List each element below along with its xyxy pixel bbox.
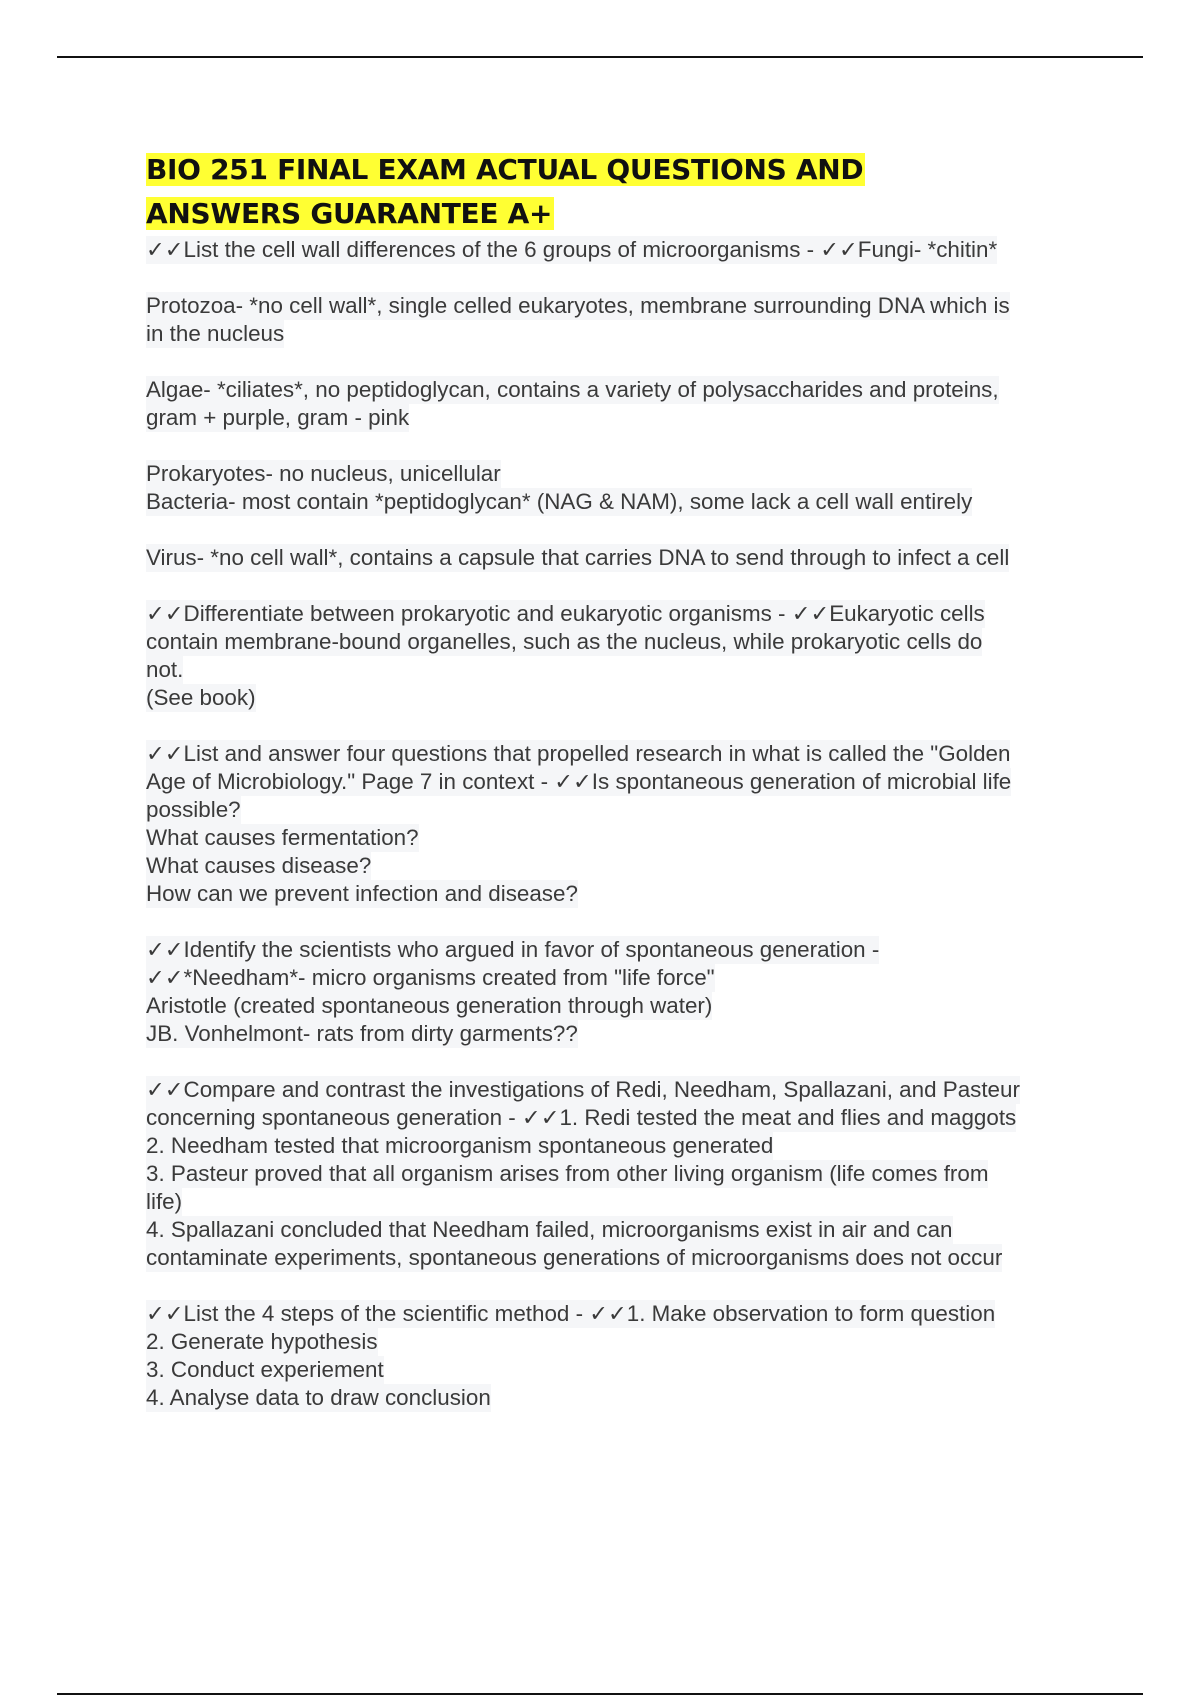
qa-paragraph <box>146 376 1096 432</box>
qa-paragraph <box>146 236 1096 264</box>
text-line: 3. Conduct experiement <box>146 1357 384 1382</box>
text-line: Bacteria- most contain *peptidoglycan* (NAG & NAM), some lack a cell wall entirely <box>146 489 973 514</box>
text-line: Algae- *ciliates*, no peptidoglycan, contains a variety of polysaccharides and proteins, <box>146 377 999 402</box>
qa-paragraph <box>146 1300 1096 1412</box>
text-line: 3. Pasteur proved that all organism arises from other living organism (life comes from <box>146 1161 989 1186</box>
text-line: ✓✓Identify the scientists who argued in favor of spontaneous generation - <box>146 937 880 962</box>
text-line: Age of Microbiology." Page 7 in context - ✓✓Is spontaneous generation of microbial life <box>146 769 1012 794</box>
document-title <box>146 148 1096 236</box>
text-line: Virus- *no cell wall*, contains a capsule that carries DNA to send through to infect a cell <box>146 545 1010 570</box>
text-line: possible? <box>146 797 241 822</box>
text-line: What causes fermentation? <box>146 825 419 850</box>
qa-list <box>146 236 1096 1412</box>
text-line: 2. Needham tested that microorganism spontaneous generated <box>146 1133 774 1158</box>
qa-paragraph <box>146 460 1096 516</box>
text-line: 4. Spallazani concluded that Needham failed, microorganisms exist in air and can <box>146 1217 953 1242</box>
qa-paragraph <box>146 936 1096 1048</box>
text-line: in the nucleus <box>146 321 285 346</box>
title-line-1: BIO 251 FINAL EXAM ACTUAL QUESTIONS AND <box>146 153 864 186</box>
qa-paragraph <box>146 544 1096 572</box>
text-line: ✓✓List the 4 steps of the scientific method - ✓✓1. Make observation to form question <box>146 1301 996 1326</box>
document-body <box>146 148 1096 1440</box>
qa-paragraph <box>146 292 1096 348</box>
text-line: ✓✓Compare and contrast the investigations of Redi, Needham, Spallazani, and Pasteur <box>146 1077 1020 1102</box>
text-line: JB. Vonhelmont- rats from dirty garments?? <box>146 1021 578 1046</box>
text-line: How can we prevent infection and disease? <box>146 881 578 906</box>
top-rule <box>57 56 1143 58</box>
text-line: contaminate experiments, spontaneous generations of microorganisms does not occur <box>146 1245 1003 1270</box>
text-line: 4. Analyse data to draw conclusion <box>146 1385 491 1410</box>
title-line-2: ANSWERS GUARANTEE A+ <box>146 197 553 230</box>
text-line: concerning spontaneous generation - ✓✓1. Redi tested the meat and flies and maggots <box>146 1105 1017 1130</box>
text-line: not. <box>146 657 184 682</box>
text-line: ✓✓*Needham*- micro organisms created from "life force" <box>146 965 715 990</box>
qa-paragraph <box>146 740 1096 908</box>
text-line: 2. Generate hypothesis <box>146 1329 378 1354</box>
text-line: Prokaryotes- no nucleus, unicellular <box>146 461 501 486</box>
text-line: ✓✓Differentiate between prokaryotic and eukaryotic organisms - ✓✓Eukaryotic cells <box>146 601 985 626</box>
text-line: (See book) <box>146 685 256 710</box>
text-line: life) <box>146 1189 183 1214</box>
qa-paragraph <box>146 600 1096 712</box>
qa-paragraph <box>146 1076 1096 1272</box>
bottom-rule <box>57 1693 1143 1695</box>
text-line: ✓✓List the cell wall differences of the 6 groups of microorganisms - ✓✓Fungi- *chitin* <box>146 237 998 262</box>
text-line: contain membrane-bound organelles, such as the nucleus, while prokaryotic cells do <box>146 629 983 654</box>
text-line: Protozoa- *no cell wall*, single celled eukaryotes, membrane surrounding DNA which is <box>146 293 1010 318</box>
text-line: Aristotle (created spontaneous generation through water) <box>146 993 713 1018</box>
text-line: gram + purple, gram - pink <box>146 405 410 430</box>
text-line: ✓✓List and answer four questions that propelled research in what is called the "Golden <box>146 741 1011 766</box>
text-line: What causes disease? <box>146 853 372 878</box>
